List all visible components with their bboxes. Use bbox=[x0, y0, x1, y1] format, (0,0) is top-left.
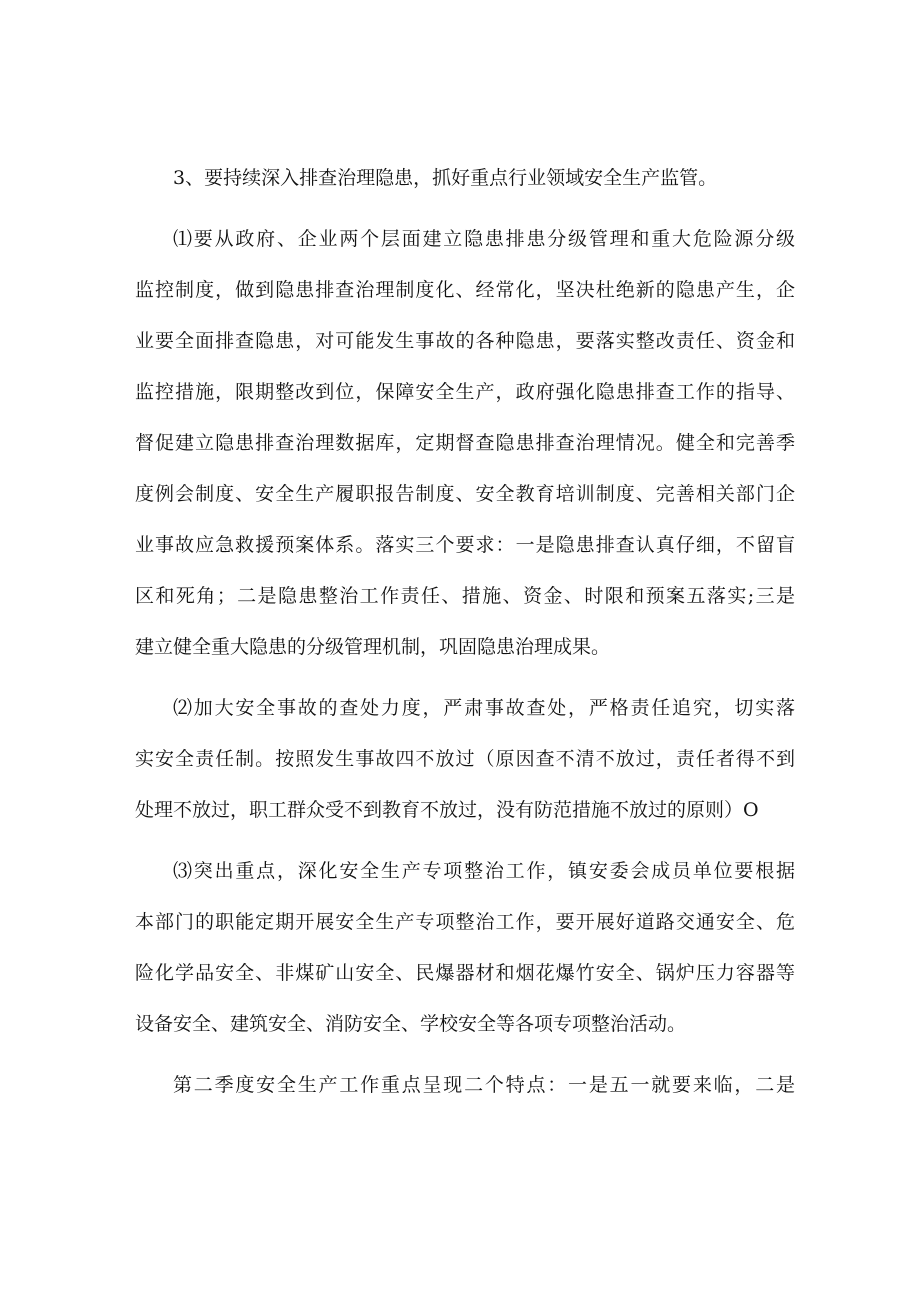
paragraph-line: ⑶突出重点，深化安全生产专项整治工作，镇安委会成员单位要根据 bbox=[173, 860, 795, 882]
paragraph-line: 设备安全、建筑安全、消防安全、学校安全等各项专项整治活动。 bbox=[135, 1013, 687, 1035]
paragraph-line: 业事故应急救援预案体系。落实三个要求：一是隐患排查认真仔细，不留盲 bbox=[135, 534, 795, 556]
paragraph-line: ⑴要从政府、企业两个层面建立隐患排患分级管理和重大危险源分级 bbox=[173, 228, 795, 250]
paragraph-line: 第二季度安全生产工作重点呈现二个特点：一是五一就要来临，二是 bbox=[173, 1074, 795, 1096]
paragraph-line: 督促建立隐患排查治理数据库，定期督查隐患排查治理情况。健全和完善季 bbox=[135, 432, 795, 454]
paragraph-line: ⑵加大安全事故的查处力度，严肃事故查处，严格责任追究，切实落 bbox=[173, 697, 795, 719]
paragraph-line: 险化学品安全、非煤矿山安全、民爆器材和烟花爆竹安全、锅炉压力容器等 bbox=[135, 962, 795, 984]
section-heading bbox=[135, 153, 795, 204]
paragraph-line: 实安全责任制。按照发生事故四不放过（原因查不清不放过，责任者得不到 bbox=[135, 748, 795, 770]
paragraph-line: 区和死角；二是隐患整治工作责任、措施、资金、时限和预案五落实;三是 bbox=[135, 585, 795, 607]
paragraph-3 bbox=[135, 846, 795, 1050]
heading-line: 3、要持续深入排查治理隐患，抓好重点行业领域安全生产监管。 bbox=[173, 167, 718, 189]
paragraph-line: 度例会制度、安全生产履职报告制度、安全教育培训制度、完善相关部门企 bbox=[135, 483, 795, 505]
paragraph-line: 建立健全重大隐患的分级管理机制，巩固隐患治理成果。 bbox=[135, 636, 611, 658]
paragraph-line: 业要全面排查隐患，对可能发生事故的各种隐患，要落实整改责任、资金和 bbox=[135, 330, 795, 352]
paragraph-line: 处理不放过，职工群众受不到教育不放过，没有防范措施不放过的原则）O bbox=[135, 799, 759, 821]
paragraph-line: 本部门的职能定期开展安全生产专项整治工作，要开展好道路交通安全、危 bbox=[135, 911, 795, 933]
paragraph-2 bbox=[135, 683, 795, 836]
paragraph-line: 监控措施，限期整改到位，保障安全生产，政府强化隐患排查工作的指导、 bbox=[135, 381, 795, 403]
paragraph-1 bbox=[135, 214, 795, 673]
paragraph-4 bbox=[135, 1060, 795, 1111]
paragraph-line: 监控制度，做到隐患排查治理制度化、经常化，坚决杜绝新的隐患产生，企 bbox=[135, 279, 795, 301]
document-body bbox=[135, 153, 795, 1121]
